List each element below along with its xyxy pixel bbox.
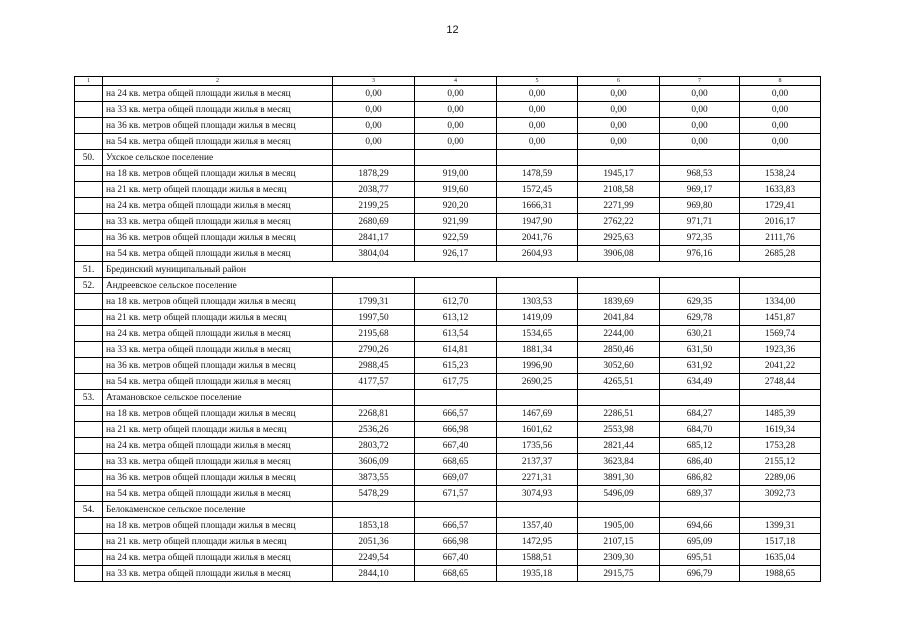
table-row: [75, 294, 821, 310]
row-number: [75, 454, 103, 470]
value-cell: 0,00: [497, 86, 578, 102]
row-label: Ухское сельское поселение: [103, 150, 333, 166]
value-cell: 1399,31: [740, 518, 821, 534]
section-row: [75, 150, 821, 166]
value-cell: 667,40: [415, 550, 497, 566]
value-cell: 2016,17: [740, 214, 821, 230]
value-cell: 1635,04: [740, 550, 821, 566]
value-cell: 2553,98: [578, 422, 660, 438]
value-cell: 0,00: [415, 102, 497, 118]
value-cell: 631,92: [660, 358, 740, 374]
value-cell: 2268,81: [333, 406, 415, 422]
table-row: [75, 214, 821, 230]
value-cell: 0,00: [660, 102, 740, 118]
value-cell: 669,07: [415, 470, 497, 486]
row-number: 54.: [75, 502, 103, 518]
section-row: [75, 502, 821, 518]
value-cell: 969,80: [660, 198, 740, 214]
table-row: [75, 198, 821, 214]
row-label: на 18 кв. метров общей площади жилья в месяц: [103, 518, 333, 534]
value-cell: [497, 278, 578, 294]
value-cell: [497, 150, 578, 166]
row-label: на 36 кв. метров общей площади жилья в месяц: [103, 118, 333, 134]
value-cell: 0,00: [740, 134, 821, 150]
value-cell: 2790,26: [333, 342, 415, 358]
value-cell: 2844,10: [333, 566, 415, 582]
table-row: [75, 134, 821, 150]
value-cell: 1839,69: [578, 294, 660, 310]
value-cell: 2289,06: [740, 470, 821, 486]
value-cell: 2271,99: [578, 198, 660, 214]
table-row: [75, 86, 821, 102]
row-number: [75, 486, 103, 502]
row-number: [75, 374, 103, 390]
value-cell: 666,57: [415, 518, 497, 534]
value-cell: 0,00: [660, 134, 740, 150]
value-cell: 1303,53: [497, 294, 578, 310]
value-cell: 2690,25: [497, 374, 578, 390]
value-cell: 1923,36: [740, 342, 821, 358]
row-label: Атамановское сельское поселение: [103, 390, 333, 406]
value-cell: 2748,44: [740, 374, 821, 390]
value-cell: 0,00: [740, 118, 821, 134]
value-cell: 629,35: [660, 294, 740, 310]
row-number: [75, 294, 103, 310]
table-row: [75, 518, 821, 534]
value-cell: 926,17: [415, 246, 497, 262]
value-cell: 1799,31: [333, 294, 415, 310]
row-number: [75, 422, 103, 438]
row-label: на 21 кв. метр общей площади жилья в месяц: [103, 422, 333, 438]
value-cell: 5478,29: [333, 486, 415, 502]
value-cell: 968,53: [660, 166, 740, 182]
value-cell: 630,21: [660, 326, 740, 342]
row-number: [75, 102, 103, 118]
row-number: [75, 214, 103, 230]
value-cell: 1947,90: [497, 214, 578, 230]
row-label: на 18 кв. метров общей площади жилья в месяц: [103, 406, 333, 422]
value-cell: 686,82: [660, 470, 740, 486]
value-cell: 1666,31: [497, 198, 578, 214]
value-cell: 919,60: [415, 182, 497, 198]
value-cell: 3092,73: [740, 486, 821, 502]
value-cell: 2038,77: [333, 182, 415, 198]
row-number: 53.: [75, 390, 103, 406]
value-cell: 0,00: [660, 86, 740, 102]
value-cell: 2685,28: [740, 246, 821, 262]
value-cell: 0,00: [578, 134, 660, 150]
value-cell: 1996,90: [497, 358, 578, 374]
table-row: [75, 422, 821, 438]
value-cell: 919,00: [415, 166, 497, 182]
value-cell: 0,00: [333, 118, 415, 134]
value-cell: 4265,51: [578, 374, 660, 390]
value-cell: 3873,55: [333, 470, 415, 486]
row-number: [75, 550, 103, 566]
table-row: [75, 550, 821, 566]
value-cell: 4177,57: [333, 374, 415, 390]
value-cell: 617,75: [415, 374, 497, 390]
column-number: 6: [578, 77, 660, 86]
column-number: 3: [333, 77, 415, 86]
value-cell: 1729,41: [740, 198, 821, 214]
table-row: [75, 438, 821, 454]
row-number: [75, 310, 103, 326]
value-cell: [578, 150, 660, 166]
value-cell: 1945,17: [578, 166, 660, 182]
value-cell: 634,49: [660, 374, 740, 390]
value-cell: 2155,12: [740, 454, 821, 470]
row-number: [75, 534, 103, 550]
row-number: 50.: [75, 150, 103, 166]
value-cell: [660, 502, 740, 518]
value-cell: [660, 390, 740, 406]
row-number: [75, 518, 103, 534]
row-label: на 24 кв. метра общей площади жилья в месяц: [103, 86, 333, 102]
table-row: [75, 486, 821, 502]
row-number: [75, 566, 103, 582]
table-row: [75, 566, 821, 582]
row-number: [75, 86, 103, 102]
value-cell: 666,57: [415, 406, 497, 422]
row-number: [75, 246, 103, 262]
value-cell: [333, 278, 415, 294]
value-cell: 1534,65: [497, 326, 578, 342]
value-cell: 2803,72: [333, 438, 415, 454]
value-cell: 671,57: [415, 486, 497, 502]
value-cell: 922,59: [415, 230, 497, 246]
value-cell: 2850,46: [578, 342, 660, 358]
value-cell: 1935,18: [497, 566, 578, 582]
value-cell: 2041,76: [497, 230, 578, 246]
value-cell: 1478,59: [497, 166, 578, 182]
value-cell: 972,35: [660, 230, 740, 246]
value-cell: 684,27: [660, 406, 740, 422]
row-label: на 54 кв. метра общей площади жилья в месяц: [103, 246, 333, 262]
value-cell: [740, 390, 821, 406]
value-cell: 3906,08: [578, 246, 660, 262]
value-cell: 613,12: [415, 310, 497, 326]
value-cell: 1601,62: [497, 422, 578, 438]
value-cell: [497, 502, 578, 518]
value-cell: 1853,18: [333, 518, 415, 534]
value-cell: 0,00: [660, 118, 740, 134]
value-cell: 3623,84: [578, 454, 660, 470]
table-body: [75, 77, 821, 582]
column-number: 7: [660, 77, 740, 86]
value-cell: 1735,56: [497, 438, 578, 454]
row-label: на 21 кв. метр общей площади жилья в месяц: [103, 182, 333, 198]
value-cell: [333, 502, 415, 518]
row-label: на 36 кв. метров общей площади жилья в месяц: [103, 470, 333, 486]
value-cell: 1878,29: [333, 166, 415, 182]
value-cell: 2821,44: [578, 438, 660, 454]
table-row: [75, 182, 821, 198]
value-cell: 668,65: [415, 566, 497, 582]
row-label: на 24 кв. метра общей площади жилья в месяц: [103, 198, 333, 214]
value-cell: 3606,09: [333, 454, 415, 470]
value-cell: 2925,63: [578, 230, 660, 246]
value-cell: 0,00: [415, 134, 497, 150]
value-cell: 3804,04: [333, 246, 415, 262]
table-row: [75, 342, 821, 358]
value-cell: 629,78: [660, 310, 740, 326]
value-cell: 0,00: [415, 118, 497, 134]
value-cell: 920,20: [415, 198, 497, 214]
table-row: [75, 102, 821, 118]
table-row: [75, 246, 821, 262]
value-cell: 1538,24: [740, 166, 821, 182]
table-row: [75, 470, 821, 486]
value-cell: 2271,31: [497, 470, 578, 486]
table-row: [75, 406, 821, 422]
value-cell: 0,00: [333, 134, 415, 150]
row-label: на 33 кв. метра общей площади жилья в месяц: [103, 214, 333, 230]
value-cell: 1881,34: [497, 342, 578, 358]
value-cell: 696,79: [660, 566, 740, 582]
value-cell: [415, 502, 497, 518]
value-cell: 0,00: [497, 118, 578, 134]
value-cell: 1905,00: [578, 518, 660, 534]
row-number: [75, 198, 103, 214]
table-row: [75, 326, 821, 342]
row-label: Брединский муниципальный район: [103, 262, 821, 278]
row-label: на 33 кв. метра общей площади жилья в месяц: [103, 454, 333, 470]
value-cell: 689,37: [660, 486, 740, 502]
value-cell: 2309,30: [578, 550, 660, 566]
value-cell: 0,00: [333, 86, 415, 102]
table-row: [75, 230, 821, 246]
value-cell: 0,00: [578, 102, 660, 118]
value-cell: 921,99: [415, 214, 497, 230]
value-cell: 2108,58: [578, 182, 660, 198]
row-label: на 54 кв. метра общей площади жилья в месяц: [103, 374, 333, 390]
value-cell: [415, 150, 497, 166]
row-number: [75, 230, 103, 246]
value-cell: [660, 150, 740, 166]
value-cell: 1619,34: [740, 422, 821, 438]
row-number: [75, 166, 103, 182]
value-cell: 2680,69: [333, 214, 415, 230]
column-number: 5: [497, 77, 578, 86]
value-cell: 667,40: [415, 438, 497, 454]
value-cell: 0,00: [578, 118, 660, 134]
table-row: [75, 166, 821, 182]
value-cell: 1753,28: [740, 438, 821, 454]
table-row: [75, 118, 821, 134]
value-cell: 1334,00: [740, 294, 821, 310]
value-cell: 0,00: [497, 134, 578, 150]
row-number: [75, 118, 103, 134]
table-row: [75, 454, 821, 470]
value-cell: 695,09: [660, 534, 740, 550]
value-cell: 2604,93: [497, 246, 578, 262]
value-cell: 0,00: [415, 86, 497, 102]
value-cell: [578, 278, 660, 294]
value-cell: [660, 278, 740, 294]
value-cell: 2041,84: [578, 310, 660, 326]
value-cell: 1451,87: [740, 310, 821, 326]
value-cell: 1633,83: [740, 182, 821, 198]
value-cell: 2041,22: [740, 358, 821, 374]
row-label: на 54 кв. метра общей площади жилья в месяц: [103, 134, 333, 150]
value-cell: 1467,69: [497, 406, 578, 422]
value-cell: [415, 278, 497, 294]
row-label: на 24 кв. метра общей площади жилья в месяц: [103, 550, 333, 566]
value-cell: 666,98: [415, 422, 497, 438]
value-cell: 2841,17: [333, 230, 415, 246]
section-row: [75, 262, 821, 278]
table-row: [75, 358, 821, 374]
value-cell: 1588,51: [497, 550, 578, 566]
value-cell: 3891,30: [578, 470, 660, 486]
row-label: на 18 кв. метров общей площади жилья в месяц: [103, 294, 333, 310]
value-cell: 2199,25: [333, 198, 415, 214]
value-cell: [740, 150, 821, 166]
value-cell: 1357,40: [497, 518, 578, 534]
value-cell: 0,00: [333, 102, 415, 118]
row-number: 52.: [75, 278, 103, 294]
value-cell: 1472,95: [497, 534, 578, 550]
page-number: 12: [446, 24, 459, 36]
value-cell: 2762,22: [578, 214, 660, 230]
value-cell: 0,00: [740, 102, 821, 118]
value-cell: 631,50: [660, 342, 740, 358]
value-cell: 2244,00: [578, 326, 660, 342]
value-cell: 2111,76: [740, 230, 821, 246]
value-cell: [333, 150, 415, 166]
value-cell: 3074,93: [497, 486, 578, 502]
column-number: 4: [415, 77, 497, 86]
column-number-row: [75, 77, 821, 86]
value-cell: 2915,75: [578, 566, 660, 582]
value-cell: 684,70: [660, 422, 740, 438]
value-cell: 969,17: [660, 182, 740, 198]
value-cell: 976,16: [660, 246, 740, 262]
value-cell: 2536,26: [333, 422, 415, 438]
row-label: на 24 кв. метра общей площади жилья в месяц: [103, 438, 333, 454]
row-number: [75, 358, 103, 374]
row-label: на 36 кв. метров общей площади жилья в месяц: [103, 358, 333, 374]
row-number: [75, 326, 103, 342]
row-label: на 36 кв. метров общей площади жилья в месяц: [103, 230, 333, 246]
value-cell: [740, 278, 821, 294]
value-cell: 612,70: [415, 294, 497, 310]
row-label: на 33 кв. метра общей площади жилья в месяц: [103, 566, 333, 582]
row-number: 51.: [75, 262, 103, 278]
value-cell: 1485,39: [740, 406, 821, 422]
value-cell: 614,81: [415, 342, 497, 358]
value-cell: 1517,18: [740, 534, 821, 550]
section-row: [75, 278, 821, 294]
value-cell: 615,23: [415, 358, 497, 374]
value-cell: 694,66: [660, 518, 740, 534]
row-label: Белокаменское сельское поселение: [103, 502, 333, 518]
value-cell: 971,71: [660, 214, 740, 230]
value-cell: 0,00: [740, 86, 821, 102]
row-label: на 24 кв. метра общей площади жилья в месяц: [103, 326, 333, 342]
value-cell: 1572,45: [497, 182, 578, 198]
row-label: на 33 кв. метра общей площади жилья в месяц: [103, 342, 333, 358]
column-number: 2: [103, 77, 333, 86]
section-row: [75, 390, 821, 406]
value-cell: 2249,54: [333, 550, 415, 566]
row-label: на 21 кв. метр общей площади жилья в месяц: [103, 534, 333, 550]
value-cell: [740, 502, 821, 518]
column-number: 1: [75, 77, 103, 86]
value-cell: 1419,09: [497, 310, 578, 326]
value-cell: [578, 502, 660, 518]
row-number: [75, 406, 103, 422]
value-cell: 685,12: [660, 438, 740, 454]
value-cell: 2286,51: [578, 406, 660, 422]
row-number: [75, 438, 103, 454]
value-cell: 2988,45: [333, 358, 415, 374]
value-cell: 668,65: [415, 454, 497, 470]
value-cell: [333, 390, 415, 406]
row-number: [75, 182, 103, 198]
row-label: на 33 кв. метра общей площади жилья в месяц: [103, 102, 333, 118]
value-cell: 2195,68: [333, 326, 415, 342]
value-cell: 613,54: [415, 326, 497, 342]
table-row: [75, 310, 821, 326]
value-cell: 1569,74: [740, 326, 821, 342]
column-number: 8: [740, 77, 821, 86]
value-cell: 1988,65: [740, 566, 821, 582]
row-label: на 54 кв. метра общей площади жилья в месяц: [103, 486, 333, 502]
row-label: на 21 кв. метр общей площади жилья в месяц: [103, 310, 333, 326]
row-number: [75, 134, 103, 150]
value-cell: 695,51: [660, 550, 740, 566]
tariff-table: [74, 76, 821, 582]
row-number: [75, 470, 103, 486]
value-cell: 5496,09: [578, 486, 660, 502]
row-label: Андреевское сельское поселение: [103, 278, 333, 294]
value-cell: [578, 390, 660, 406]
row-number: [75, 342, 103, 358]
value-cell: [497, 390, 578, 406]
value-cell: 2137,37: [497, 454, 578, 470]
value-cell: 0,00: [497, 102, 578, 118]
row-label: на 18 кв. метров общей площади жилья в месяц: [103, 166, 333, 182]
table-row: [75, 374, 821, 390]
value-cell: 2051,36: [333, 534, 415, 550]
value-cell: 666,98: [415, 534, 497, 550]
value-cell: 0,00: [578, 86, 660, 102]
table-row: [75, 534, 821, 550]
value-cell: [415, 390, 497, 406]
value-cell: 686,40: [660, 454, 740, 470]
value-cell: 2107,15: [578, 534, 660, 550]
value-cell: 3052,60: [578, 358, 660, 374]
value-cell: 1997,50: [333, 310, 415, 326]
